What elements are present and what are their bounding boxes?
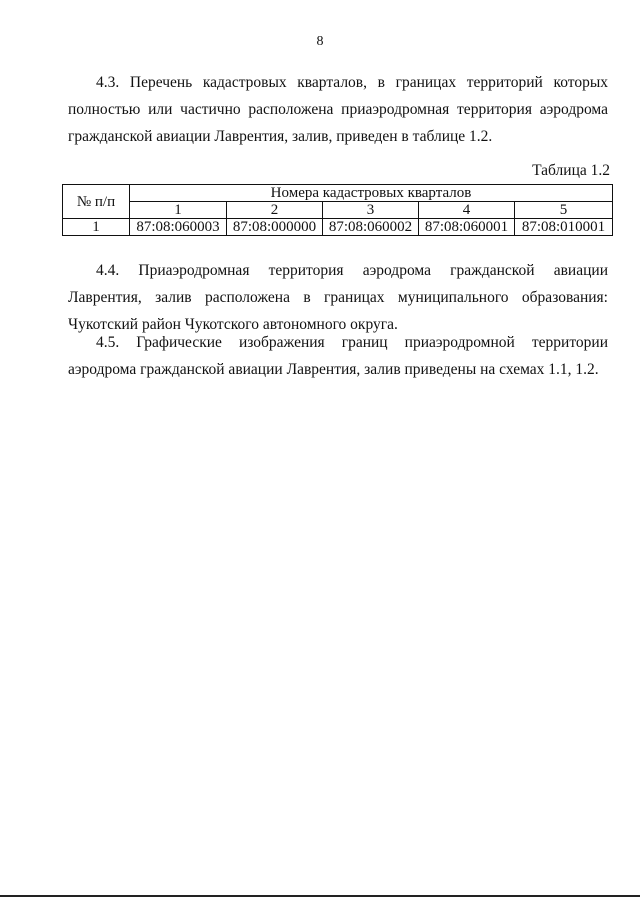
paragraph-4-5: 4.5. Графические изображения границ приаэродромной территории аэродрома гражданской авиации Лаврентия, залив приведены на схемах 1.1, 1.2. xyxy=(68,334,608,378)
cadastral-number: 87:08:060002 xyxy=(323,219,419,236)
column-number: 4 xyxy=(419,202,515,219)
column-number: 5 xyxy=(515,202,613,219)
column-number: 2 xyxy=(227,202,323,219)
cadastral-number: 87:08:060003 xyxy=(130,219,227,236)
page-number: 8 xyxy=(316,34,324,49)
table-row xyxy=(63,219,613,236)
row-number: 1 xyxy=(63,219,130,236)
group-header: Номера кадастровых кварталов xyxy=(130,185,613,202)
paragraph-4-3: 4.3. Перечень кадастровых кварталов, в границах территорий которых полностью или частично расположена приаэродромная территория аэродрома гражданской авиации Лаврентия, залив, приведен в таблице 1.2. xyxy=(68,74,608,145)
cadastral-number: 87:08:010001 xyxy=(515,219,613,236)
column-number: 1 xyxy=(130,202,227,219)
cadastral-number: 87:08:000000 xyxy=(227,219,323,236)
table-header-row xyxy=(63,185,613,202)
scan-edge-line xyxy=(0,895,640,897)
table-caption: Таблица 1.2 xyxy=(532,162,610,179)
column-number-row xyxy=(63,202,613,219)
column-number: 3 xyxy=(323,202,419,219)
paragraph-4-4: 4.4. Приаэродромная территория аэродрома гражданской авиации Лаврентия, залив расположена в границах муниципального образования: Чукотский район Чукотского автономного округа. xyxy=(68,262,608,333)
cadastral-quarters-table xyxy=(62,184,613,236)
row-number-header: № п/п xyxy=(63,185,130,219)
cadastral-number: 87:08:060001 xyxy=(419,219,515,236)
